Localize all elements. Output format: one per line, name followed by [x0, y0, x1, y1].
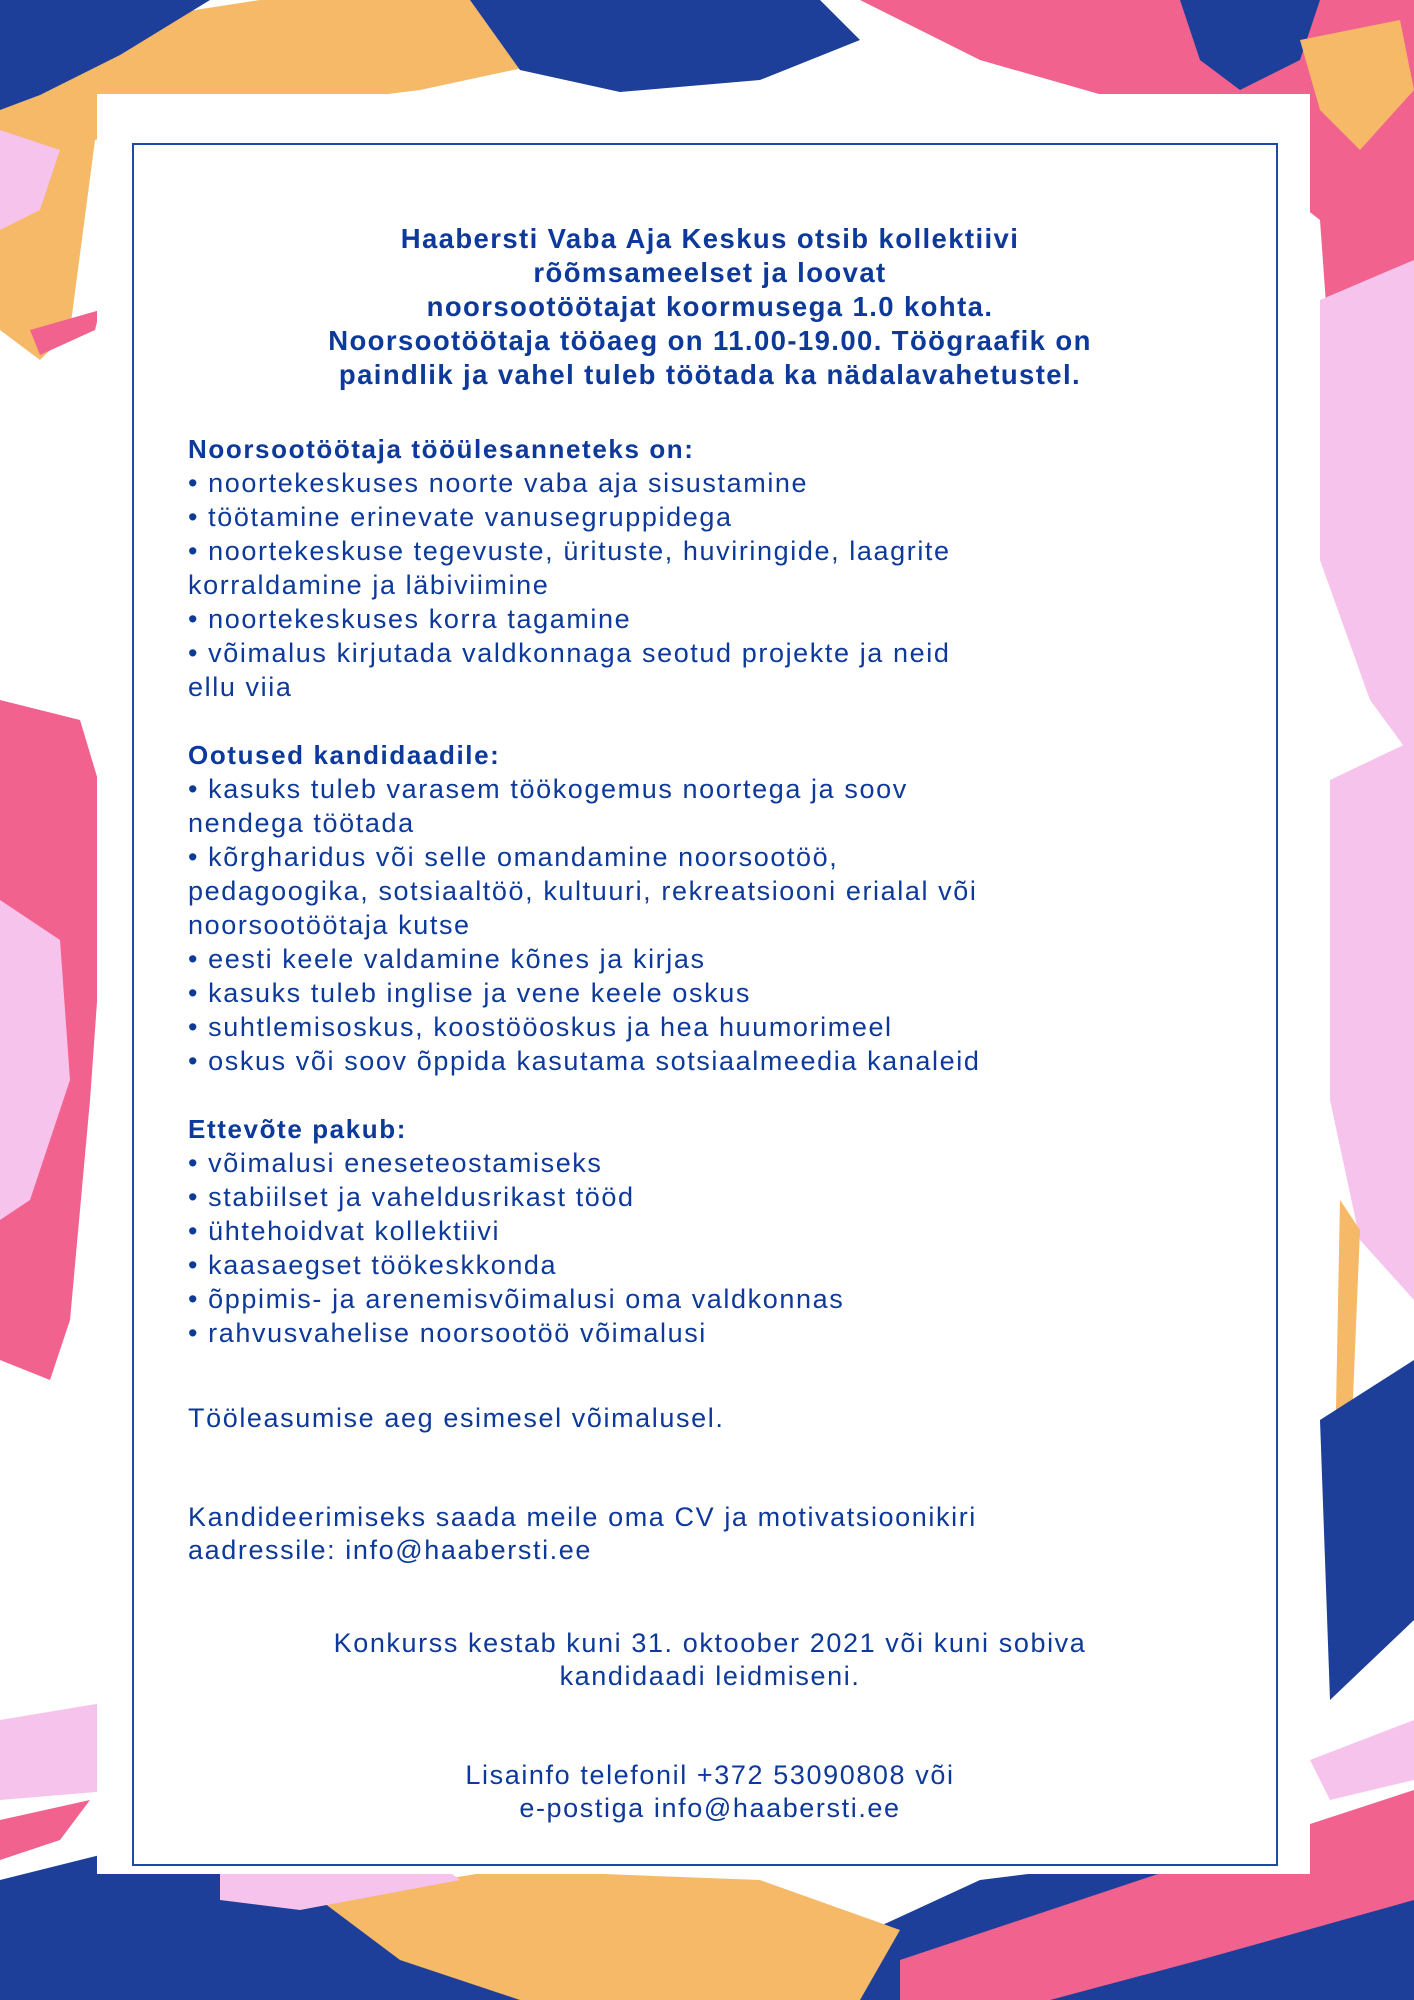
list-item: • õppimis- ja arenemisvõimalusi oma valdkonnas [188, 1284, 845, 1314]
intro-line: rõõmsameelset ja loovat [533, 257, 887, 288]
list-item: nendega töötada [188, 808, 415, 838]
start-date-text: Tööleasumise aeg esimesel võimalusel. [188, 1403, 725, 1433]
contact-line: e-postiga info@haabersti.ee [519, 1793, 901, 1823]
apply-line: aadressile: info@haabersti.ee [188, 1535, 593, 1565]
brush-navy-top-center [470, 0, 860, 92]
intro-line: Noorsootöötaja tööaeg on 11.00-19.00. Töögraafik on [328, 325, 1092, 356]
contest-line: Konkurss kestab kuni 31. oktoober 2021 või kuni sobiva [333, 1628, 1087, 1658]
list-item: korraldamine ja läbiviimine [188, 570, 550, 600]
list-item: • töötamine erinevate vanusegruppidega [188, 502, 733, 532]
list-item: • noortekeskuses noorte vaba aja sisustamine [188, 468, 809, 498]
list-item: • rahvusvahelise noorsootöö võimalusi [188, 1318, 707, 1348]
list-item: • oskus või soov õppida kasutama sotsiaalmeedia kanaleid [188, 1046, 981, 1076]
brush-navy-bottom-right [1320, 1360, 1414, 1700]
contest-deadline [188, 1627, 1232, 1693]
intro-line: Haabersti Vaba Aja Keskus otsib kollektiivi [400, 223, 1020, 254]
contact-info [188, 1759, 1232, 1825]
duties-section [188, 432, 1232, 704]
job-advert [188, 222, 1232, 1825]
list-item: • noortekeskuses korra tagamine [188, 604, 632, 634]
list-item: • noortekeskuse tegevuste, ürituste, huviringide, laagrite [188, 536, 951, 566]
list-item: noorsootöötaja kutse [188, 910, 471, 940]
intro-line: noorsootöötajat koormusega 1.0 kohta. [426, 291, 994, 322]
list-item: • eesti keele valdamine kõnes ja kirjas [188, 944, 706, 974]
intro-block [188, 222, 1232, 392]
expectations-section [188, 738, 1232, 1078]
expectations-heading: Ootused kandidaadile: [188, 740, 501, 770]
brush-lilac-right [1320, 260, 1414, 760]
contact-line: Lisainfo telefonil +372 53090808 või [465, 1760, 955, 1790]
brush-lilac-bottom-right [1310, 1720, 1414, 1800]
list-item: • kõrgharidus või selle omandamine noorsootöö, [188, 842, 839, 872]
offers-heading: Ettevõte pakub: [188, 1114, 408, 1144]
application-instructions [188, 1501, 1232, 1567]
offers-section [188, 1112, 1232, 1350]
apply-line: Kandideerimiseks saada meile oma CV ja motivatsioonikiri [188, 1502, 977, 1532]
list-item: • kasuks tuleb inglise ja vene keele oskus [188, 978, 751, 1008]
brush-pink-bottom-left [0, 1800, 90, 1860]
list-item: • kasuks tuleb varasem töökogemus noortega ja soov [188, 774, 908, 804]
list-item: • kaasaegset töökeskkonda [188, 1250, 558, 1280]
contest-line: kandidaadi leidmiseni. [559, 1661, 861, 1691]
list-item: • võimalusi eneseteostamiseks [188, 1148, 603, 1178]
list-item: pedagoogika, sotsiaaltöö, kultuuri, rekreatsiooni erialal või [188, 876, 978, 906]
intro-line: paindlik ja vahel tuleb töötada ka nädalavahetustel. [338, 359, 1082, 390]
list-item: • ühtehoidvat kollektiivi [188, 1216, 501, 1246]
list-item: • stabiilset ja vaheldusrikast tööd [188, 1182, 635, 1212]
list-item: ellu viia [188, 672, 293, 702]
duties-heading: Noorsootöötaja tööülesanneteks on: [188, 434, 695, 464]
list-item: • suhtlemisoskus, koostööoskus ja hea huumorimeel [188, 1012, 893, 1042]
list-item: • võimalus kirjutada valdkonnaga seotud projekte ja neid [188, 638, 951, 668]
